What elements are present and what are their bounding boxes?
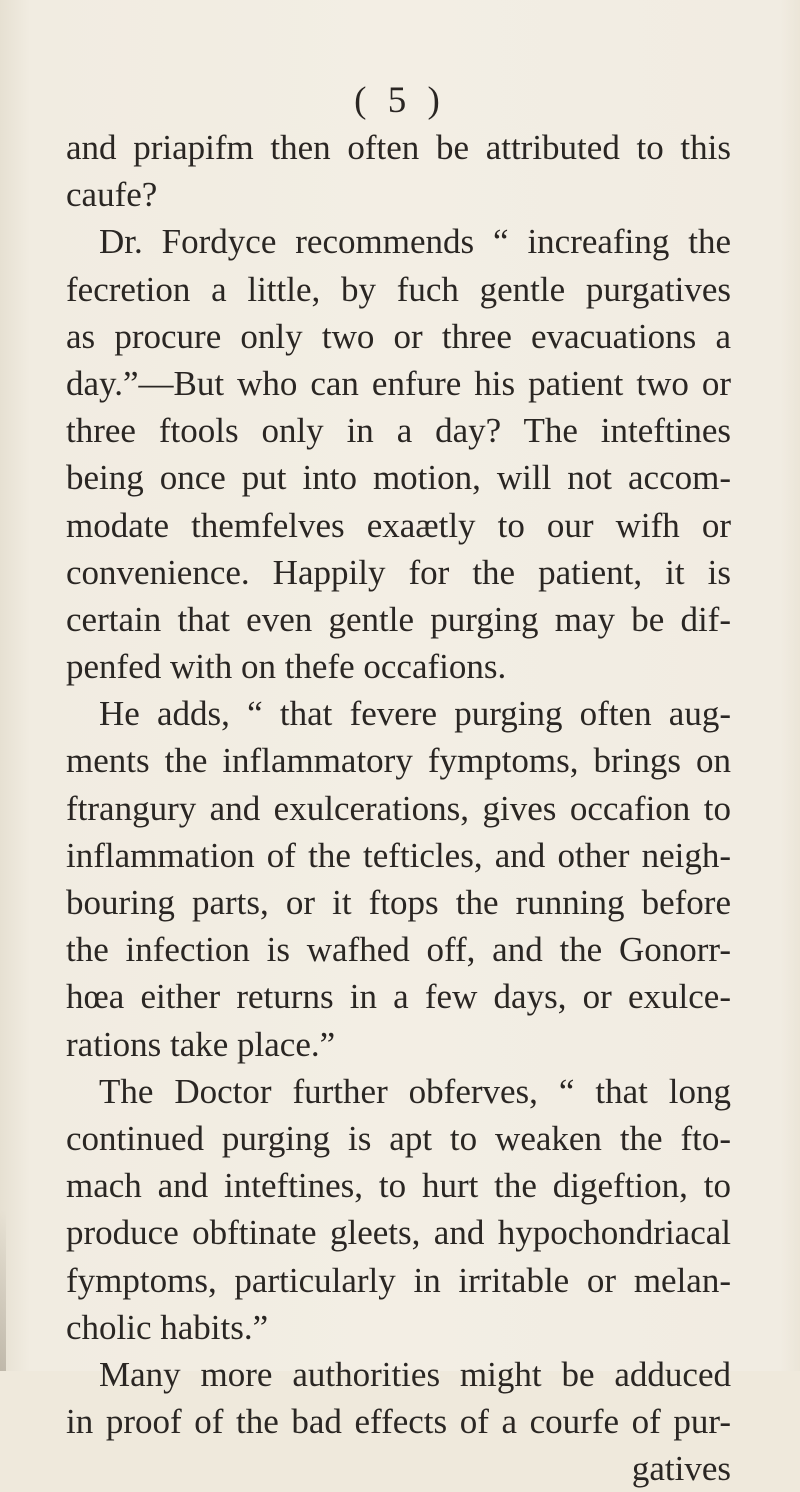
text-line: convenience. Happily for the patient, it is [66, 552, 731, 592]
text-line: He adds, “ that fevere purging often aug- [99, 694, 731, 734]
text-line: inflammation of the tefticles, and other neigh- [66, 835, 731, 875]
text-line: cholic habits.” [66, 1307, 269, 1347]
catchword: gatives [631, 1449, 731, 1489]
text-line: bouring parts, or it ftops the running before [66, 883, 731, 922]
text-line: day.”—But who can enfure his patient two or [66, 363, 731, 403]
text-line: Many more authorities might be adduced [99, 1354, 731, 1394]
text-line: three ftools only in a day? The inteftines [66, 411, 731, 451]
text-line: certain that even gentle purging may be dif- [66, 599, 731, 639]
text-line: caufe? [66, 175, 158, 215]
text-line: and priapifm then often be attributed to this [66, 128, 731, 167]
text-line: hœa either returns in a few days, or exulce- [66, 977, 731, 1017]
text-line: modate themfelves exaætly to our wifh or [66, 505, 731, 545]
text-line: rations take place.” [66, 1024, 336, 1064]
text-line: produce obftinate gleets, and hypochondriacal [66, 1213, 731, 1253]
text-line: fecretion a little, by fuch gentle purgatives [66, 269, 731, 309]
text-line: The Doctor further obferves, “ that long [99, 1071, 731, 1111]
page-edge-shadow [0, 1210, 6, 1371]
text-line: ments the inflammatory fymptoms, brings on [66, 741, 731, 781]
text-line: mach and inteftines, to hurt the digeftion, to [66, 1166, 731, 1206]
text-line: the infection is wafhed off, and the Gonorr- [66, 930, 731, 970]
page-number: ( 5 ) [354, 80, 446, 121]
text-line: ftrangury and exulcerations, gives occafion to [66, 788, 731, 828]
text-line: penfed with on thefe occafions. [66, 647, 507, 687]
text-line: as procure only two or three evacuations a [66, 316, 731, 356]
text-line: being once put into motion, will not accom- [66, 458, 731, 498]
text-line: fymptoms, particularly in irritable or melan- [66, 1260, 731, 1300]
text-line: continued purging is apt to weaken the fto- [66, 1118, 731, 1158]
body-text [66, 124, 731, 1492]
text-line: Dr. Fordyce recommends “ increafing the [99, 222, 731, 262]
text-line: in proof of the bad effects of a courfe of pur- [66, 1402, 731, 1442]
